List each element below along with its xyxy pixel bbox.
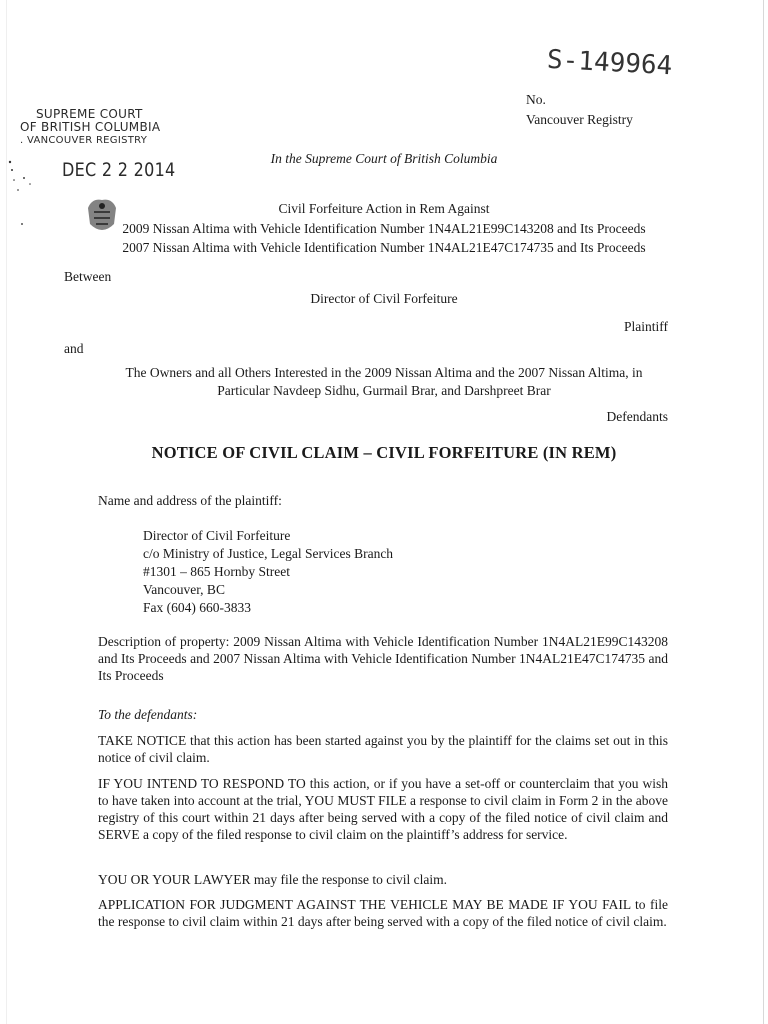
defendants-line1: The Owners and all Others Interested in the 2009 Nissan Altima and the 2007 Nissan Altima, in — [125, 365, 643, 380]
court-registry-stamp — [20, 108, 220, 147]
paragraph-lawyer: YOU OR YOUR LAWYER may file the response to civil claim. — [98, 872, 447, 887]
action-line2: 2009 Nissan Altima with Vehicle Identification Number 1N4AL21E99C143208 and Its Proceeds — [122, 221, 646, 236]
plaintiff-name: Director of Civil Forfeiture — [310, 291, 458, 306]
stamp-court-line3: . VANCOUVER REGISTRY — [20, 135, 148, 146]
document-heading: NOTICE OF CIVIL CLAIM – CIVIL FORFEITURE (IN REM) — [151, 443, 617, 462]
court-title: In the Supreme Court of British Columbia — [270, 151, 498, 166]
stamp-court-line1: SUPREME COURT — [36, 107, 143, 121]
action-line1: Civil Forfeiture Action in Rem Against — [278, 201, 490, 216]
address-line: Fax (604) 660-3833 — [143, 600, 251, 615]
file-number-handwritten: S-149964 — [546, 44, 673, 82]
address-line: #1301 – 865 Hornby Street — [143, 564, 290, 579]
plaintiff-address-block — [143, 527, 393, 617]
to-defendants-label: To the defendants: — [98, 707, 198, 722]
address-line: Vancouver, BC — [143, 582, 225, 597]
registry-label: Vancouver Registry — [526, 112, 633, 127]
and-label: and — [64, 341, 84, 356]
paragraph-take-notice: TAKE NOTICE that this action has been started against you by the plaintiff for the claims set out in this notice of civil claim. — [98, 733, 668, 765]
between-label: Between — [64, 269, 112, 284]
stamp-court-line2: OF BRITISH COLUMBIA — [20, 120, 161, 134]
date-stamp: DEC 2 2 2014 — [62, 158, 176, 181]
no-label: No. — [526, 92, 546, 107]
address-line: c/o Ministry of Justice, Legal Services Branch — [143, 546, 394, 561]
property-description: Description of property: 2009 Nissan Altima with Vehicle Identification Number 1N4AL21E99C143208 and Its Proceeds and 2007 Nissan Altima with Vehicle Identification Number 1N4AL21E47C174735 and Its Proceeds — [98, 634, 668, 683]
plaintiff-role: Plaintiff — [623, 319, 668, 334]
plaintiff-address-label: Name and address of the plaintiff: — [98, 493, 282, 508]
defendants-line2: Particular Navdeep Sidhu, Gurmail Brar, and Darshpreet Brar — [217, 383, 551, 398]
action-line3: 2007 Nissan Altima with Vehicle Identification Number 1N4AL21E47C174735 and Its Proceeds — [122, 240, 646, 255]
address-line: Director of Civil Forfeiture — [143, 528, 291, 543]
paragraph-application-judgment: APPLICATION FOR JUDGMENT AGAINST THE VEHICLE MAY BE MADE IF YOU FAIL to file the response to civil claim within 21 days after being served with a copy of the filed notice of civil claim. — [98, 897, 668, 929]
defendants-role: Defendants — [606, 409, 668, 424]
paragraph-intend-to-respond: IF YOU INTEND TO RESPOND TO this action, or if you have a set-off or counterclaim that you wish to have taken into account at the trial, YOU MUST FILE a response to civil claim in Form 2 in the above registry of this court within 21 days after being served with a copy of the filed notice of civil claim and SERVE a copy of the filed response to civil claim on the plaintiff’s address for service. — [98, 776, 668, 842]
